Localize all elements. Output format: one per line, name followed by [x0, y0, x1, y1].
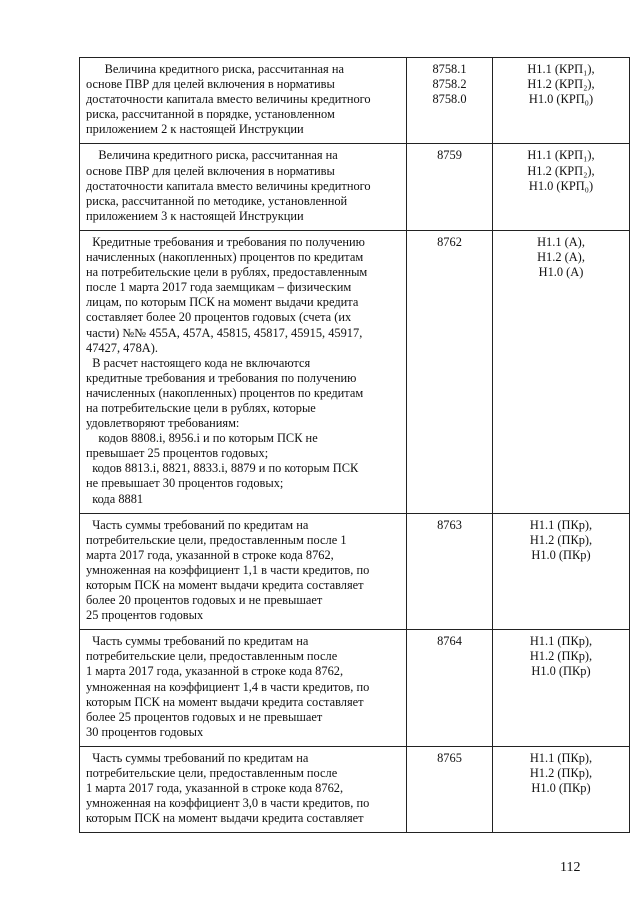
text-line: Н1.0 (А) — [538, 265, 584, 280]
text-line: Н1.1 (КРП₁), — [527, 148, 595, 163]
standard-cell — [493, 630, 630, 747]
text-line: 8758.0 — [432, 92, 467, 107]
text-line: Н1.2 (А), — [537, 250, 585, 265]
text-line: на потребительские цели в рублях, предоставленным — [86, 265, 368, 280]
text-line: части) №№ 455А, 457А, 45815, 45817, 45915, 45917, — [86, 325, 363, 340]
text-line: умноженная на коэффициент 1,4 в части кредитов, по — [86, 679, 370, 694]
text-line: Н1.0 (ПКр) — [531, 781, 591, 796]
text-line: 8758.2 — [432, 77, 467, 92]
text-line: основе ПВР для целей включения в нормативы — [86, 163, 335, 178]
text-line: 1 марта 2017 года, указанной в строке кода 8762, — [86, 664, 344, 679]
text-line: начисленных (накопленных) процентов по кредитам — [86, 385, 364, 400]
table-row — [80, 746, 630, 832]
text-line: Н1.2 (ПКр), — [529, 649, 593, 664]
table-row — [80, 144, 630, 230]
text-line: Кредитные требования и требования по получению — [86, 234, 365, 249]
text-line: 8758.1 — [432, 62, 467, 76]
text-line: Н1.2 (ПКр), — [529, 766, 593, 781]
code-cell — [407, 58, 493, 144]
text-line: кредитные требования и требования по получению — [86, 370, 357, 385]
text-line: лицам, по которым ПСК на момент выдачи кредита — [86, 295, 359, 310]
text-line: Н1.1 (КРП₁), — [527, 62, 595, 76]
text-line: Часть суммы требований по кредитам на — [86, 750, 309, 765]
text-line: кодов 8808.i, 8956.i и по которым ПСК не — [86, 431, 318, 446]
description-cell — [80, 58, 407, 144]
code-cell — [407, 230, 493, 513]
text-line: Н1.2 (КРП₂), — [527, 163, 595, 178]
standard-cell — [493, 746, 630, 832]
text-line: более 25 процентов годовых и не превышает — [86, 709, 323, 724]
description-cell — [80, 746, 407, 832]
text-line: приложением 2 к настоящей Инструкции — [86, 122, 304, 137]
code-cell — [407, 513, 493, 630]
standard-cell — [493, 58, 630, 144]
page-number: 112 — [560, 860, 581, 875]
text-line: потребительские цели, предоставленным после — [86, 649, 338, 664]
text-line: Н1.2 (КРП₂), — [527, 77, 595, 92]
text-line: Величина кредитного риска, рассчитанная на — [86, 148, 338, 163]
text-line: кодов 8813.i, 8821, 8833.i, 8879 и по которым ПСК — [86, 461, 359, 476]
text-line: Н1.2 (ПКр), — [529, 532, 593, 547]
text-line: умноженная на коэффициент 1,1 в части кредитов, по — [86, 562, 370, 577]
description-cell — [80, 513, 407, 630]
text-line: 8765 — [437, 750, 462, 765]
text-line: основе ПВР для целей включения в нормативы — [86, 77, 335, 92]
text-line: достаточности капитала вместо величины кредитного — [86, 178, 371, 193]
text-line: В расчет настоящего кода не включаются — [86, 355, 311, 370]
text-line: потребительские цели, предоставленным после 1 — [86, 532, 347, 547]
text-line: не превышает 30 процентов годовых; — [86, 476, 284, 491]
text-line: риска, рассчитанной в порядке, установленном — [86, 107, 335, 122]
text-line: превышает 25 процентов годовых; — [86, 446, 269, 461]
code-cell — [407, 630, 493, 747]
table-row — [80, 58, 630, 144]
code-cell — [407, 746, 493, 832]
text-line: кода 8881 — [86, 491, 144, 506]
text-line: марта 2017 года, указанной в строке кода 8762, — [86, 547, 334, 562]
text-line: Н1.0 (ПКр) — [531, 547, 591, 562]
text-line: которым ПСК на момент выдачи кредита составляет — [86, 694, 364, 709]
text-line: Часть суммы требований по кредитам на — [86, 517, 309, 532]
text-line: Н1.0 (КРП₀) — [528, 178, 594, 193]
text-line: более 20 процентов годовых и не превышает — [86, 593, 323, 608]
text-line: 8763 — [437, 517, 462, 532]
text-line: 8764 — [437, 634, 462, 649]
text-line: Н1.0 (КРП₀) — [528, 92, 594, 107]
standard-cell — [493, 513, 630, 630]
table-row — [80, 630, 630, 747]
text-line: на потребительские цели в рублях, которые — [86, 400, 316, 415]
text-line: Н1.1 (А), — [537, 234, 585, 249]
standard-cell — [493, 230, 630, 513]
text-line: 1 марта 2017 года, указанной в строке кода 8762, — [86, 781, 344, 796]
text-line: Величина кредитного риска, рассчитанная на — [86, 62, 344, 76]
description-cell — [80, 144, 407, 230]
text-line: 30 процентов годовых — [86, 724, 204, 739]
text-line: умноженная на коэффициент 3,0 в части кредитов, по — [86, 796, 370, 811]
text-line: риска, рассчитанной по методике, установленной — [86, 193, 348, 208]
text-line: Часть суммы требований по кредитам на — [86, 634, 309, 649]
table-row — [80, 513, 630, 630]
code-cell — [407, 144, 493, 230]
text-line: после 1 марта 2017 года заемщикам – физическим — [86, 280, 352, 295]
text-line: приложением 3 к настоящей Инструкции — [86, 208, 304, 223]
text-line: 47427, 478А). — [86, 340, 158, 355]
text-line: которым ПСК на момент выдачи кредита составляет — [86, 578, 364, 592]
text-line: Н1.0 (ПКр) — [531, 664, 591, 679]
text-line: Н1.1 (ПКр), — [529, 634, 593, 649]
standard-cell — [493, 144, 630, 230]
text-line: Н1.1 (ПКр), — [529, 750, 593, 765]
description-cell — [80, 630, 407, 747]
text-line: 8759 — [437, 148, 462, 163]
text-line: 25 процентов годовых — [86, 608, 204, 623]
text-line: потребительские цели, предоставленным после — [86, 766, 338, 781]
text-line: начисленных (накопленных) процентов по кредитам — [86, 250, 364, 265]
text-line: удовлетворяют требованиям: — [86, 416, 240, 431]
text-line: Н1.1 (ПКр), — [529, 517, 593, 532]
table-row — [80, 230, 630, 513]
text-line: достаточности капитала вместо величины кредитного — [86, 92, 371, 107]
text-line: 8762 — [437, 234, 462, 249]
description-cell — [80, 230, 407, 513]
text-line: которым ПСК на момент выдачи кредита составляет — [86, 811, 364, 826]
document-table — [79, 57, 630, 833]
text-line: составляет более 20 процентов годовых (счета (их — [86, 310, 352, 325]
